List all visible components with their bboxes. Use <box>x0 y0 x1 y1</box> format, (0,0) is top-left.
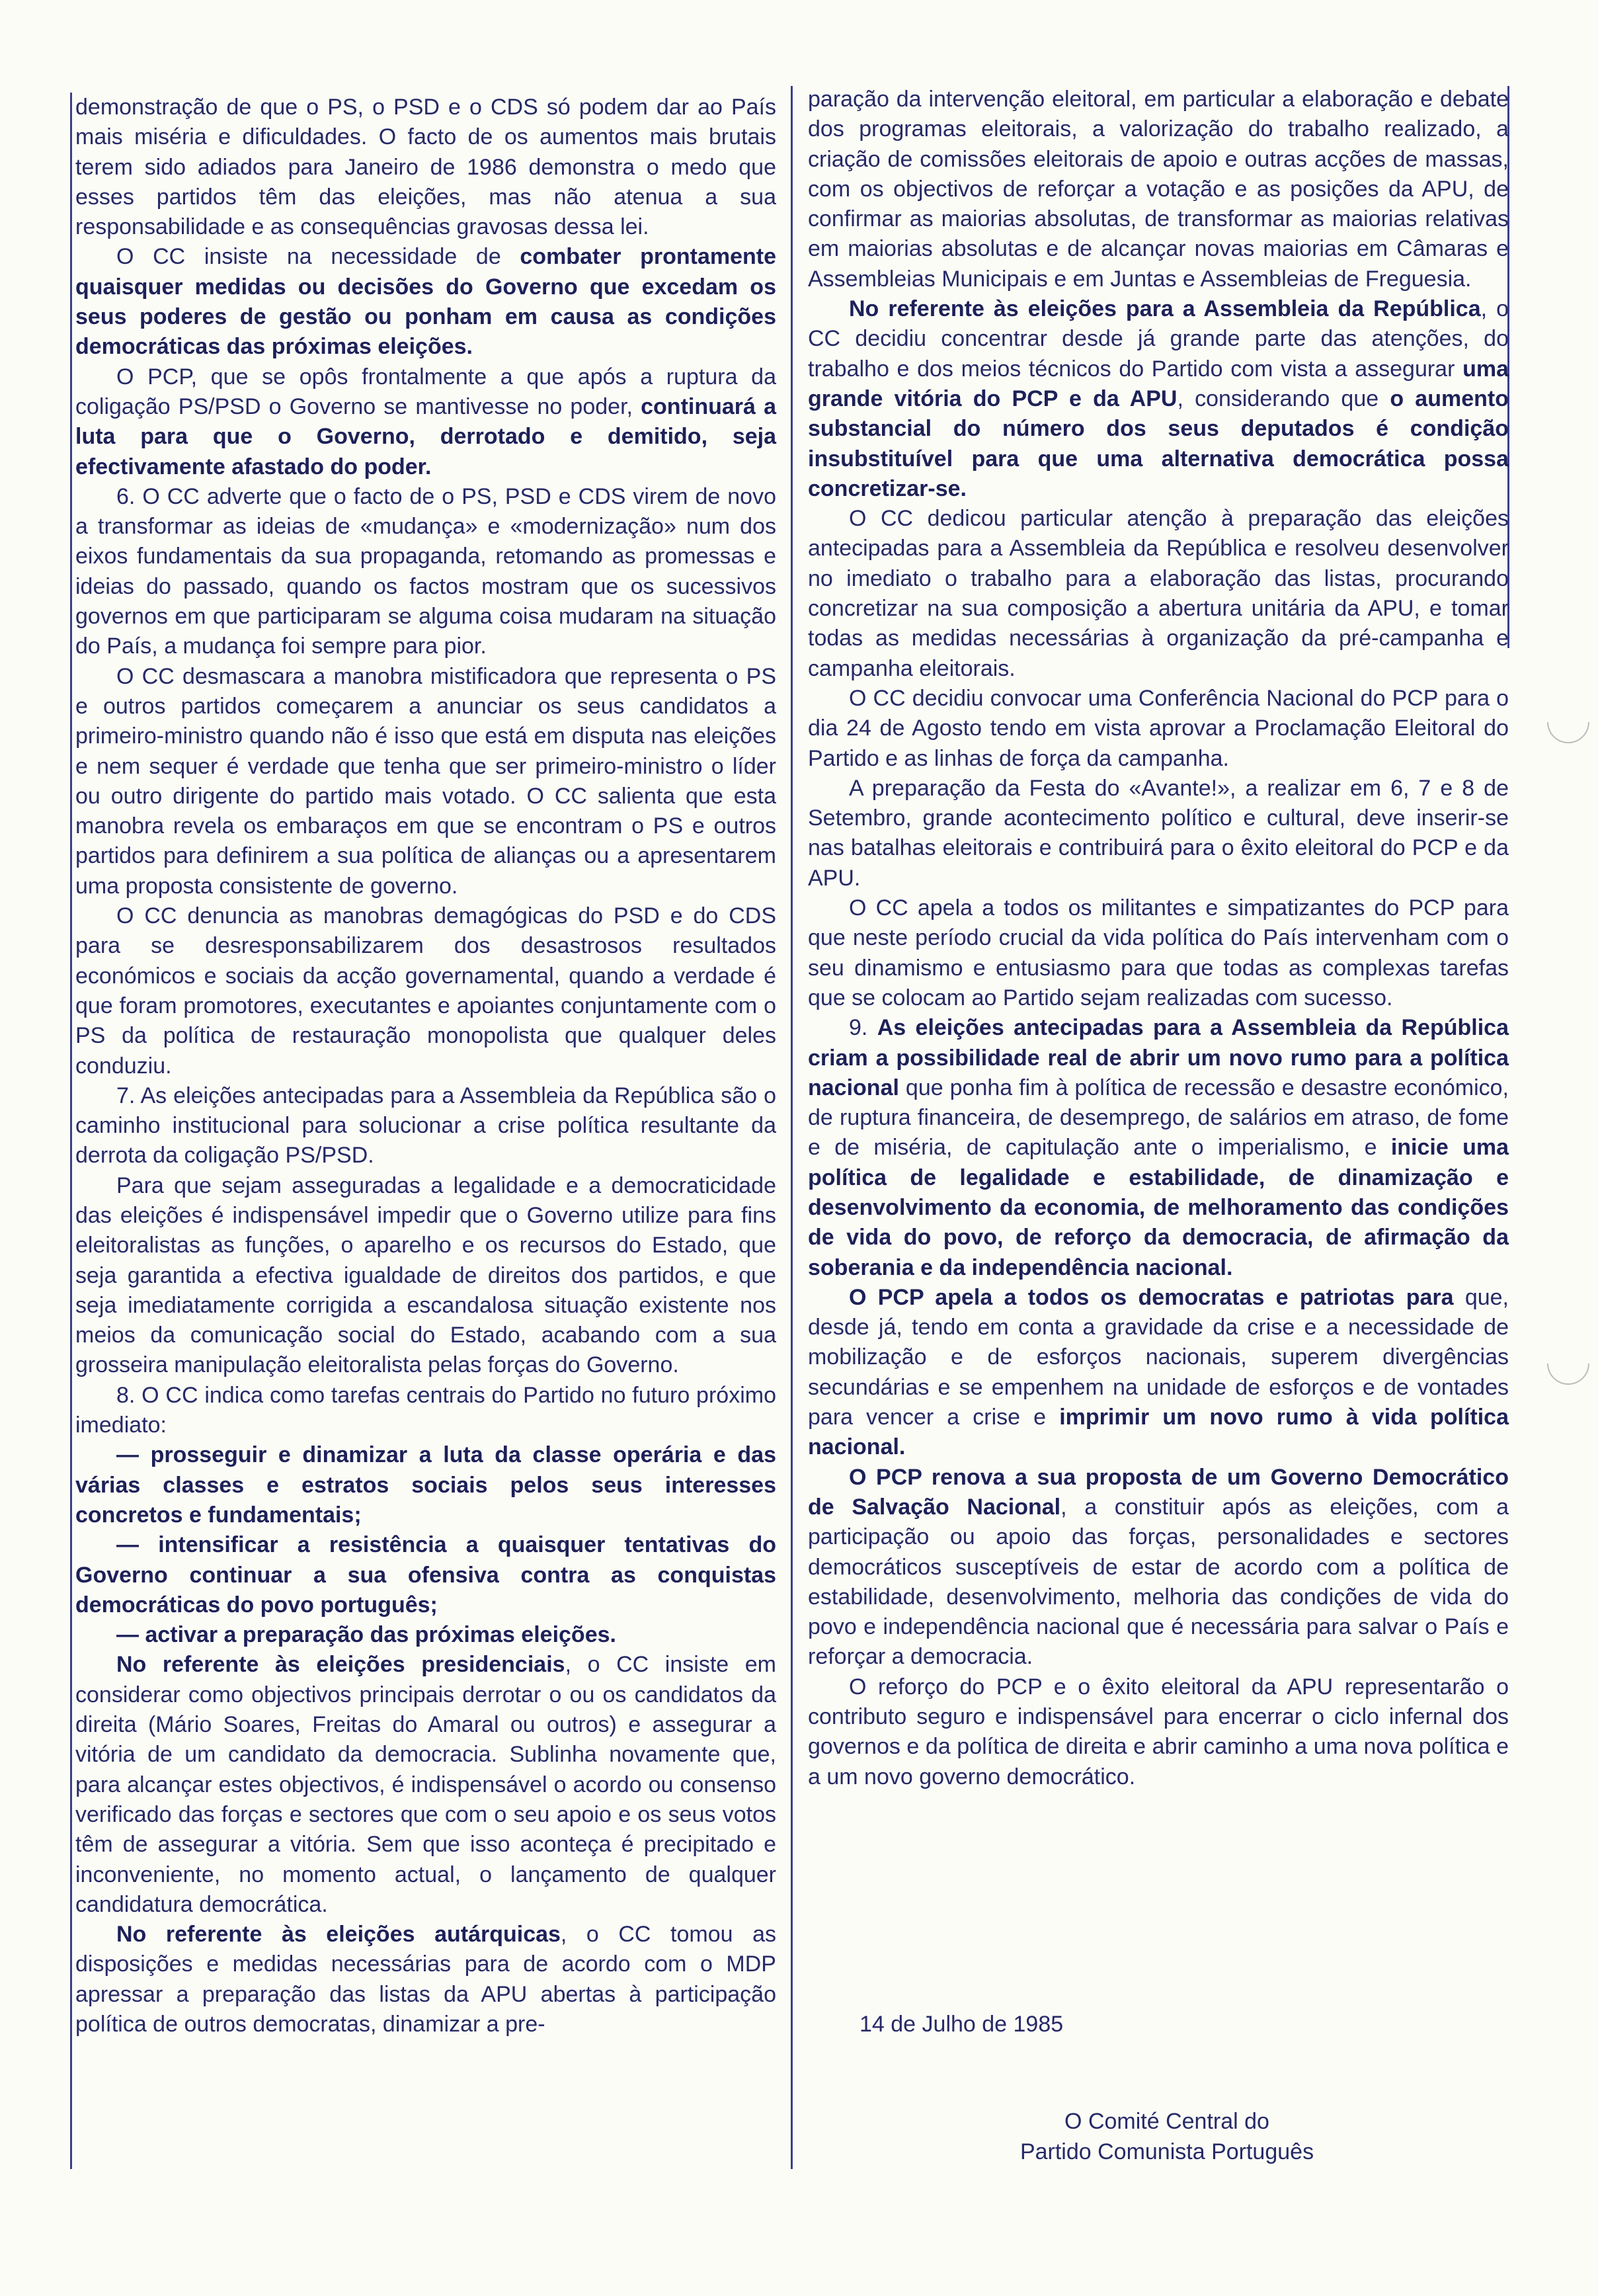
text-run: 8. O CC indica como tarefas centrais do Partido no futuro próximo imediato: <box>75 1382 776 1438</box>
paragraph <box>75 901 776 1081</box>
text-run: O CC decidiu convocar uma Conferência Nacional do PCP para o dia 24 de Agosto tendo em vista aprovar a Proclamação Eleitoral do Partido e as linhas de força da campanha. <box>808 685 1509 771</box>
paragraph <box>75 1620 776 1650</box>
document-date: 14 de Julho de 1985 <box>859 2012 1064 2037</box>
bold-text: No referente às eleições presidenciais <box>116 1652 565 1678</box>
paragraph <box>75 1081 776 1171</box>
paragraph <box>75 1171 776 1381</box>
bold-text: uma grande vitória do PCP e da APU <box>808 356 1509 411</box>
bold-text: No referente às eleições para a Assembleia da República <box>849 296 1481 322</box>
paragraph <box>808 1672 1509 1792</box>
text-run: , o CC decidiu concentrar desde já grande parte das atenções, do trabalho e dos meios técnicos do Partido com vista a assegurar <box>808 296 1509 382</box>
text-run: que ponha fim à política de recessão e desastre económico, de ruptura financeira, de desemprego, de salários em atraso, de fome e de miséria, de capitulação ante o imperialismo, e <box>808 1075 1509 1161</box>
paragraph <box>75 482 776 662</box>
bold-text: continuará a luta para que o Governo, derrotado e demitido, seja efectivamente afastado do poder. <box>75 393 776 479</box>
text-run: O PCP, que se opôs frontalmente a que após a ruptura da coligação PS/PSD o Governo se mantivesse no poder, <box>75 364 776 419</box>
text-run: O CC desmascara a manobra mistificadora que representa o PS e outros partidos começarem a anunciar os seus candidatos a primeiro-ministro quando não é isso que está em disputa nas eleições e nem sequer é verdade que tenha que ser primeiro-ministro o líder ou outro dirigente do partido mais votado. O CC salienta que esta manobra revela os embaraços em que se encontram o PS e outros partidos para definirem a sua política de alianças ou a apresentarem uma proposta consistente de governo. <box>75 663 776 899</box>
signature-line-2: Partido Comunista Português <box>1019 2139 1314 2164</box>
text-run: que, desde já, tendo em conta a gravidade da crise e a necessidade de mobilização e de esforços nacionais, superem divergências secundárias e se empenhem na unidade de esforços e de vontades para vencer a crise e <box>808 1284 1509 1430</box>
paragraph <box>75 1381 776 1441</box>
text-run: paração da intervenção eleitoral, em particular a elaboração e debate dos programas eleitorais, a valorização do trabalho realizado, a criação de comissões eleitorais de apoio e outras acções de massas, com os objectivos de reforçar a votação e as posições da APU, de confirmar as maiorias absolutas, de transformar as maiorias relativas em maiorias absolutas e de alcançar novas maiorias em Câmaras e Assembleias Municipais e em Juntas e Assembleias de Freguesia. <box>808 87 1509 292</box>
paragraph <box>808 774 1509 893</box>
bold-text: — prosseguir e dinamizar a luta da classe operária e das várias classes e estratos sociais pelos seus interesses concretos e fundamentais; <box>75 1442 776 1528</box>
paragraph <box>808 684 1509 774</box>
bold-text: — intensificar a resistência a quaisquer tentativas do Governo continuar a sua ofensiva contra as conquistas democráticas do povo português; <box>75 1532 776 1618</box>
paragraph <box>808 1463 1509 1672</box>
bold-text: O PCP renova a sua proposta de um Governo Democrático de Salvação Nacional <box>808 1464 1509 1520</box>
left-column <box>75 93 776 2039</box>
paragraph <box>808 504 1509 684</box>
paragraph <box>808 294 1509 504</box>
left-margin-rule <box>70 93 72 2169</box>
text-run: Para que sejam asseguradas a legalidade e a democraticidade das eleições é indispensável impedir que o Governo utilize para fins eleitoralistas as funções, o aparelho e os recursos do Estado, que seja garantida a efectiva igualdade de direitos dos partidos, e que seja imediatamente corrigida a escandalosa situação existente nos meios da comunicação social do Estado, acabando com a sua grosseira manipulação eleitoralista pelas forças do Governo. <box>75 1172 776 1378</box>
column-divider-rule <box>791 86 793 2169</box>
text-run: A preparação da Festa do «Avante!», a realizar em 6, 7 e 8 de Setembro, grande acontecimento político e cultural, deve inserir-se nas batalhas eleitorais e contribuirá para o êxito eleitoral do PCP e da APU. <box>808 775 1509 891</box>
paragraph <box>75 1650 776 1920</box>
paragraph <box>75 93 776 242</box>
text-run: , a constituir após as eleições, com a participação ou apoio das forças, personalidades e sectores democráticos susceptíveis de estar de acordo com a política de estabilidade, desenvolvimento, melhoria das condições de vida do povo e independência nacional que é necessária para salvar o País e reforçar a democracia. <box>808 1494 1509 1670</box>
text-run: O CC denuncia as manobras demagógicas do PSD e do CDS para se desresponsabilizarem dos desastrosos resultados económicos e sociais da acção governamental, quando a verdade é que foram promotores, executantes e apoiantes conjuntamente com o PS da política de restauração monopolista que qualquer deles conduziu. <box>75 903 776 1079</box>
text-run: O CC apela a todos os militantes e simpatizantes do PCP para que neste período crucial da vida política do País intervenham com o seu dinamismo e entusiasmo para que todas as complexas tarefas que se colocam ao Partido sejam realizadas com sucesso. <box>808 895 1509 1010</box>
text-run: O CC dedicou particular atenção à preparação das eleições antecipadas para a Assembleia da República e resolveu desenvolver no imediato o trabalho para a elaboração das listas, procurando concretizar na sua composição a abertura unitária da APU, e tomar todas as medidas necessárias à organização da pré-campanha e campanha eleitorais. <box>808 506 1509 681</box>
punch-hole-mark <box>1538 1334 1598 1394</box>
paragraph <box>75 1440 776 1530</box>
paragraph <box>808 1283 1509 1463</box>
text-run: 9. <box>849 1015 877 1041</box>
text-run: , considerando que <box>1177 386 1390 411</box>
bold-text: As eleições antecipadas para a Assembleia da República criam a possibilidade real de abrir um novo rumo para a política nacional <box>808 1015 1509 1100</box>
bold-text: No referente às eleições autárquicas <box>116 1922 561 1948</box>
paragraph <box>75 662 776 901</box>
paragraph <box>808 1013 1509 1283</box>
text-run: O reforço do PCP e o êxito eleitoral da APU representarão o contributo seguro e indispensável para encerrar o ciclo infernal dos governos e da política de direita e abrir caminho a uma nova política e a um novo governo democrático. <box>808 1674 1509 1789</box>
text-run: , o CC tomou as disposições e medidas necessárias para de acordo com o MDP apressar a preparação das listas da APU abertas à participação política de outros democratas, dinamizar a pre- <box>75 1922 776 2037</box>
paragraph <box>808 893 1509 1013</box>
paragraph <box>75 1530 776 1620</box>
signature-line-1: O Comité Central do <box>1064 2109 1269 2134</box>
punch-hole-mark <box>1538 692 1598 753</box>
bold-text: — activar a preparação das próximas eleições. <box>116 1622 616 1648</box>
text-run: demonstração de que o PS, o PSD e o CDS só podem dar ao País mais miséria e dificuldades. O facto de os aumentos mais brutais terem sido adiados para Janeiro de 1986 demonstra o medo que esses partidos têm das eleições, mas não atenua a sua responsabilidade e as consequências gravosas dessa lei. <box>75 95 776 240</box>
paragraph <box>75 1920 776 2039</box>
bold-text: o aumento substancial do número dos seus deputados é condição insubstituível para que uma alternativa democrática possa concretizar-se. <box>808 386 1509 501</box>
text-run: O CC insiste na necessidade de <box>116 244 520 270</box>
signature-block <box>979 2106 1355 2167</box>
bold-text: O PCP apela a todos os democratas e patriotas para <box>849 1284 1454 1310</box>
bold-text: imprimir um novo rumo à vida política nacional. <box>808 1405 1509 1460</box>
bold-text: combater prontamente quaisquer medidas ou decisões do Governo que excedam os seus poderes de gestão ou ponham em causa as condições democráticas das próximas eleições. <box>75 244 776 360</box>
right-column <box>808 85 1509 1792</box>
text-run: 6. O CC adverte que o facto de o PS, PSD e CDS virem de novo a transformar as ideias de «mudança» e «modernização» num dos eixos fundamentais da sua propaganda, retomando as promessas e ideias do passado, quando os factos mostram que os sucessivos governos em que participaram se alguma coisa mudaram na situação do País, a mudança foi sempre para pior. <box>75 483 776 659</box>
bold-text: inicie uma política de legalidade e estabilidade, de dinamização e desenvolvimento da economia, de melhoramento das condições de vida do povo, de reforço da democracia, de afirmação da soberania e da independência nacional. <box>808 1135 1509 1280</box>
paragraph <box>808 85 1509 294</box>
text-run: , o CC insiste em considerar como objectivos principais derrotar o ou os candidatos da direita (Mário Soares, Freitas do Amaral ou outros) e assegurar a vitória de um candidato da democracia. Sublinha novamente que, para alcançar estes objectivos, é indispensável o acordo ou consenso verificado das forças e sectores que com o seu apoio e os seus votos têm de assegurar a vitória. Sem que isso aconteça é precipitado e inconveniente, no momento actual, o lançamento de qualquer candidatura democrática. <box>75 1652 776 1917</box>
paragraph <box>75 362 776 482</box>
paragraph <box>75 242 776 362</box>
text-run: 7. As eleições antecipadas para a Assembleia da República são o caminho institucional para solucionar a crise política resultante da derrota da coligação PS/PSD. <box>75 1083 776 1168</box>
